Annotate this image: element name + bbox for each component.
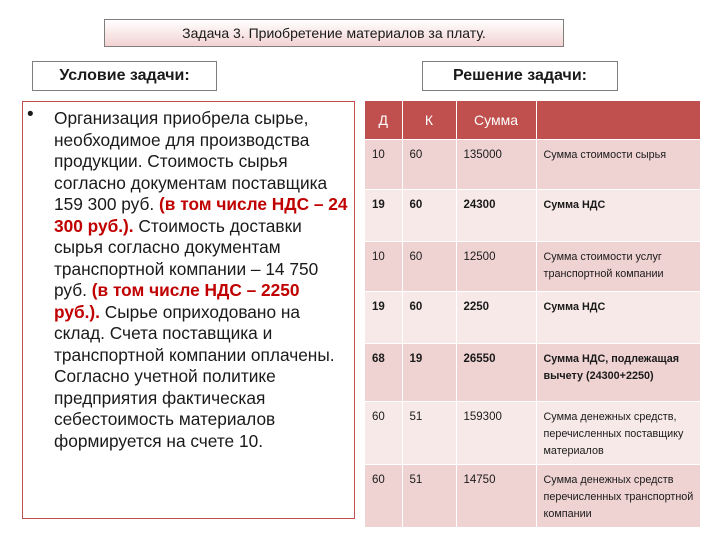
cell-description: Сумма НДС [536, 190, 700, 242]
cell-credit: 60 [402, 140, 456, 190]
table-row [365, 465, 700, 528]
cell-debit: 10 [365, 140, 402, 190]
cell-credit: 60 [402, 242, 456, 292]
cell-credit: 19 [402, 344, 456, 402]
bullet-icon: • [27, 104, 34, 125]
table-row [365, 292, 700, 344]
cell-description: Сумма НДС [536, 292, 700, 344]
condition-vat-supplier: (в том числе НДС – 24 300 руб.). [54, 194, 348, 236]
cell-debit: 60 [365, 402, 402, 465]
solution-label: Решение задачи: [422, 61, 618, 91]
table-row [365, 190, 700, 242]
table-row [365, 140, 700, 190]
cell-debit: 68 [365, 344, 402, 402]
cell-debit: 10 [365, 242, 402, 292]
cell-sum: 135000 [456, 140, 536, 190]
cell-credit: 51 [402, 465, 456, 528]
cell-credit: 60 [402, 190, 456, 242]
table-row [365, 242, 700, 292]
table-header-row [365, 101, 700, 140]
cell-description: Сумма денежных средств, перечисленных поставщику материалов [536, 402, 700, 465]
cell-description: Сумма денежных средств перечисленных транспортной компании [536, 465, 700, 528]
header-description [536, 101, 700, 140]
condition-part-1: Организация приобрела сырье, необходимое для производства продукции. Стоимость сырья согласно документам поставщика 159 300 руб. [54, 108, 328, 214]
cell-debit: 60 [365, 465, 402, 528]
cell-debit: 19 [365, 190, 402, 242]
condition-box [22, 101, 355, 519]
cell-sum: 2250 [456, 292, 536, 344]
solution-table [365, 101, 701, 527]
condition-vat-transport: (в том числе НДС – 2250 руб.). [54, 280, 300, 322]
cell-credit: 51 [402, 402, 456, 465]
condition-text [54, 108, 350, 452]
cell-description: Сумма стоимости сырья [536, 140, 700, 190]
cell-sum: 24300 [456, 190, 536, 242]
cell-description: Сумма НДС, подлежащая вычету (24300+2250) [536, 344, 700, 402]
slide-title: Задача 3. Приобретение материалов за плату. [104, 19, 564, 47]
cell-sum: 26550 [456, 344, 536, 402]
condition-part-2: Стоимость доставки сырья согласно документам транспортной компании – 14 750 руб. [54, 215, 319, 300]
cell-debit: 19 [365, 292, 402, 344]
header-sum: Сумма [456, 101, 536, 140]
table-row [365, 402, 700, 465]
cell-sum: 14750 [456, 465, 536, 528]
condition-part-3: Сырье оприходовано на склад. Счета поставщика и транспортной компании оплачены. Согласно учетной политике предприятия фактическая себестоимость материалов формируется на счете 10. [54, 301, 335, 451]
table-row [365, 344, 700, 402]
cell-sum: 159300 [456, 402, 536, 465]
header-credit: К [402, 101, 456, 140]
header-debit: Д [365, 101, 402, 140]
cell-sum: 12500 [456, 242, 536, 292]
cell-description: Сумма стоимости услуг транспортной компании [536, 242, 700, 292]
cell-credit: 60 [402, 292, 456, 344]
condition-label: Условие задачи: [32, 61, 217, 91]
